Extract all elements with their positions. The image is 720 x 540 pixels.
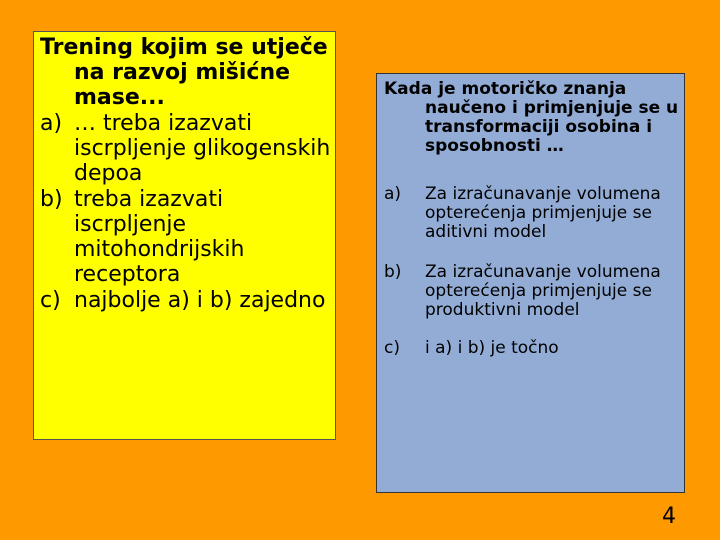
- answer-option-a: [384, 185, 680, 242]
- option-marker: c): [384, 338, 400, 358]
- answer-option-b: [40, 187, 335, 287]
- answer-option-c: [40, 288, 335, 313]
- option-text: … treba izazvati iscrpljenje glikogenskih depoa: [74, 111, 331, 186]
- option-marker: a): [384, 184, 402, 204]
- answer-option-b: [384, 263, 680, 320]
- option-text: treba izazvati iscrpljenje mitohondrijskih receptora: [74, 187, 245, 287]
- option-text: Za izračunavanje volumena opterećenja primjenjuje se aditivni model: [425, 184, 661, 242]
- option-text: najbolje a) i b) zajedno: [74, 288, 326, 313]
- answer-option-a: [40, 111, 335, 186]
- option-marker: c): [40, 288, 61, 313]
- option-text: i a) i b) je točno: [425, 338, 559, 358]
- option-text: Za izračunavanje volumena opterećenja primjenjuje se produktivni model: [425, 262, 661, 320]
- option-marker: a): [40, 111, 63, 136]
- option-marker: b): [40, 187, 63, 212]
- question-panel-right: [376, 73, 685, 493]
- slide-number: 4: [662, 504, 676, 529]
- question-title-right: Kada je motoričko znanja naučeno i primjenjuje se u transformaciji osobina i sposobnosti …: [384, 79, 679, 156]
- question-panel-left: [33, 31, 336, 440]
- option-marker: b): [384, 262, 402, 282]
- answer-option-c: [384, 339, 680, 358]
- question-title-left: Trening kojim se utječe na razvoj mišićne mase...: [40, 35, 328, 110]
